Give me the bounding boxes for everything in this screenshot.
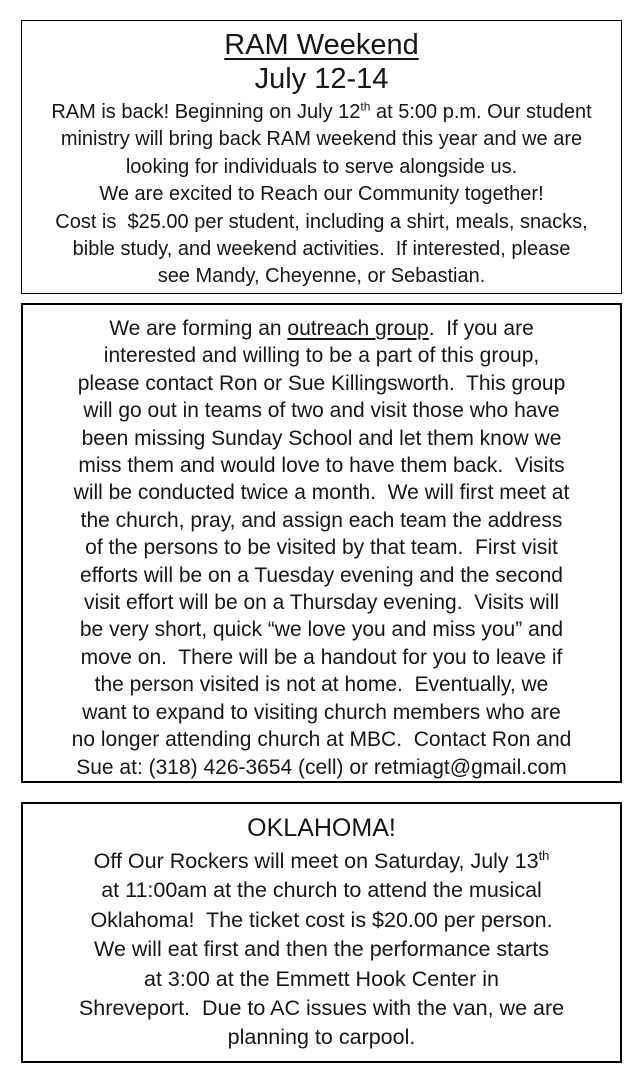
text-line xyxy=(23,671,620,698)
text-line xyxy=(23,847,620,876)
outreach-group-body xyxy=(23,305,620,781)
text-segment: We are excited to Reach our Community together! xyxy=(99,183,544,206)
superscript-text: th xyxy=(360,99,371,114)
text-segment: Sue at: (318) 426-3654 (cell) or retmiagt@gmail.com xyxy=(76,755,567,779)
text-line xyxy=(22,209,621,236)
text-segment: at 11:00am at the church to attend the musical xyxy=(101,878,542,903)
text-segment: Shreveport. Due to AC issues with the van, we are xyxy=(78,996,565,1021)
text-segment: of the persons to be visited by that team. First visit xyxy=(85,536,558,560)
text-segment: at 5:00 p.m. Our student xyxy=(370,101,592,123)
text-line xyxy=(23,315,620,342)
text-line xyxy=(23,452,620,479)
text-line xyxy=(23,906,620,935)
text-line xyxy=(23,370,620,397)
text-segment: please contact Ron or Sue Killingsworth. This group xyxy=(77,371,566,395)
text-segment: the person visited is not at home. Eventually, we xyxy=(94,673,549,697)
text-segment: . If you are xyxy=(428,317,534,340)
text-segment: will be conducted twice a month. We will first meet at xyxy=(73,481,570,505)
text-line xyxy=(23,342,620,369)
ram-weekend-box xyxy=(21,20,622,294)
text-segment: looking for individuals to serve alongside us. xyxy=(125,155,518,178)
text-line xyxy=(23,726,620,753)
text-segment: will go out in teams of two and visit those who have xyxy=(83,399,560,423)
text-line xyxy=(23,994,620,1023)
text-line xyxy=(23,876,620,905)
text-line xyxy=(23,965,620,994)
text-segment: the church, pray, and assign each team the address xyxy=(80,508,563,532)
text-line xyxy=(23,425,620,452)
text-line xyxy=(23,616,620,643)
text-segment: miss them and would love to have them back. Visits xyxy=(78,454,565,478)
oklahoma-body xyxy=(23,847,620,1053)
ram-weekend-dates: July 12-14 xyxy=(254,63,389,95)
text-line xyxy=(23,699,620,726)
text-segment: visit effort will be on a Thursday evening. Visits will xyxy=(83,591,560,615)
text-segment: Oklahoma! The ticket cost is $20.00 per person. xyxy=(90,907,553,932)
ram-weekend-body xyxy=(22,99,621,291)
text-line xyxy=(22,126,621,153)
text-line xyxy=(23,562,620,589)
text-segment: We are forming an xyxy=(109,317,288,340)
oklahoma-title: OKLAHOMA! xyxy=(247,814,396,842)
text-segment: be very short, quick “we love you and miss you” and xyxy=(79,618,564,642)
text-line xyxy=(23,935,620,964)
text-segment: see Mandy, Cheyenne, or Sebastian. xyxy=(157,265,486,288)
text-segment: Cost is $25.00 per student, including a shirt, meals, snacks, xyxy=(55,210,588,233)
text-line xyxy=(23,589,620,616)
text-line xyxy=(22,99,621,126)
text-segment: no longer attending church at MBC. Contact Ron and xyxy=(71,728,572,752)
text-line xyxy=(22,263,621,290)
text-line xyxy=(23,534,620,561)
text-segment: move on. There will be a handout for you to leave if xyxy=(80,645,563,669)
text-line xyxy=(22,236,621,263)
text-line xyxy=(22,154,621,181)
text-segment: planning to carpool. xyxy=(227,1025,416,1050)
text-segment: We will eat first and then the performance starts xyxy=(94,937,549,962)
text-segment: efforts will be on a Tuesday evening and the second xyxy=(80,563,563,587)
text-segment: RAM is back! Beginning on July 12 xyxy=(51,101,361,123)
text-segment: at 3:00 at the Emmett Hook Center in xyxy=(144,966,499,991)
text-line xyxy=(23,397,620,424)
text-segment: ministry will bring back RAM weekend this year and we are xyxy=(60,128,583,151)
text-segment: want to expand to visiting church members who are xyxy=(82,700,561,724)
text-segment: been missing Sunday School and let them know we xyxy=(81,426,562,450)
text-line xyxy=(23,479,620,506)
text-segment: Off Our Rockers will meet on Saturday, July 13 xyxy=(93,849,539,873)
underlined-text: outreach group xyxy=(287,317,429,340)
text-line xyxy=(23,507,620,534)
text-segment: bible study, and weekend activities. If interested, please xyxy=(72,238,571,261)
text-line xyxy=(22,181,621,208)
text-line xyxy=(23,1023,620,1052)
superscript-text: th xyxy=(538,847,550,863)
ram-weekend-title: RAM Weekend xyxy=(224,29,419,61)
text-segment: interested and willing to be a part of this group, xyxy=(103,344,540,368)
text-line xyxy=(23,754,620,781)
oklahoma-box xyxy=(21,802,622,1063)
outreach-group-box xyxy=(21,303,622,783)
text-line xyxy=(23,644,620,671)
